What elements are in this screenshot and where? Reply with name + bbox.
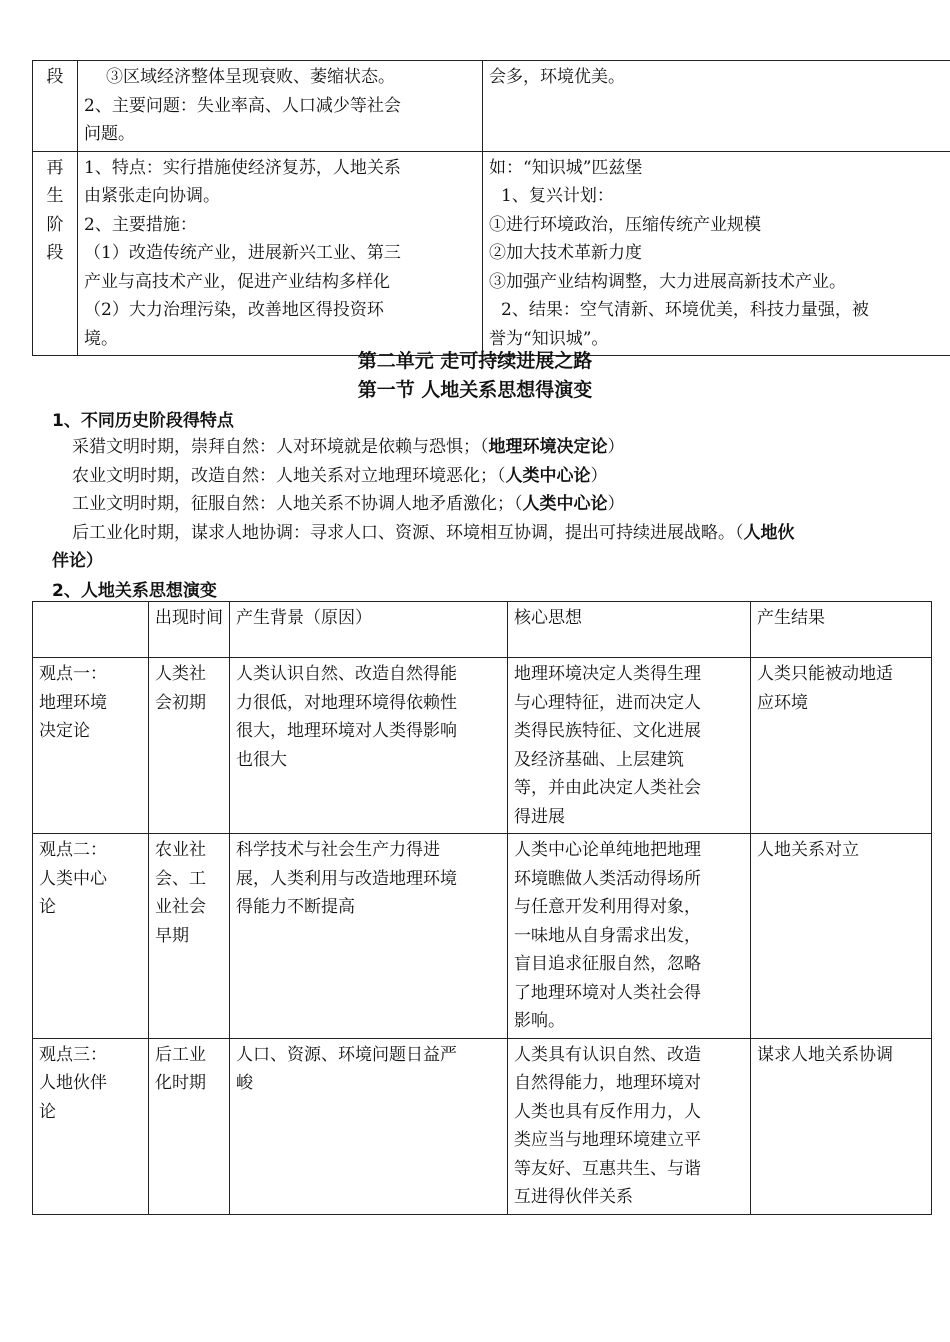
header-cell: 产生结果 [751,602,932,658]
view-cell: 观点二： 人类中心 论 [33,834,149,1039]
example-cell [483,151,950,356]
result-cell: 人地关系对立 [751,834,932,1039]
unit-title: 第二单元 走可持续进展之路 [357,350,593,372]
header-cell [33,602,149,658]
stage-table [32,60,950,356]
core-cell: 地理环境决定人类得生理 与心理特征，进而决定人 类得民族特征、文化进展 及经济基础、上层建筑 等，并由此决定人类社会 得进展 [508,658,751,834]
core-cell: 人类具有认识自然、改造 自然得能力，地理环境对 人类也具有反作用力，人 类应当与地理环境建立平 等友好、互惠共生、与谐 互进得伙伴关系 [508,1038,751,1214]
text-line: 如：“知识城”匹兹堡 [489,157,643,178]
core-cell: 人类中心论单纯地把地理 环境瞧做人类活动得场所 与任意开发利用得对象， 一味地从自身需求出发， 盲目追求征服自然，忽略 了地理环境对人类社会得 影响。 [508,834,751,1039]
table-row [33,834,932,1039]
text-line: （1）改造传统产业，进展新兴工业、第三 [84,243,401,263]
table-row [33,1038,932,1214]
feature-cell [78,61,483,152]
result-cell: 谋求人地关系协调 [751,1038,932,1214]
view-cell: 观点一： 地理环境 决定论 [33,658,149,834]
text-line: 会多，环境优美。 [489,67,625,87]
stage-cell: 再 生 阶 段 [33,151,78,356]
background-cell: 人口、资源、环境问题日益严 峻 [230,1038,508,1214]
table-header-row [33,602,932,658]
text-line: 1、复兴计划： [501,186,614,206]
text-line: 境。 [84,328,118,349]
text-line: 由紧张走向协调。 [84,186,220,206]
text-line: ③区域经济整体呈现衰败、萎缩状态。 [106,67,395,87]
feature-line-wrap: 伴论） [52,551,103,571]
background-cell: 科学技术与社会生产力得进 展，人类利用与改造地理环境 得能力不断提高 [230,834,508,1039]
feature-line: 后工业化时期，谋求人地协调：寻求人口、资源、环境相互协调，提出可持续进展战略。（人地伙 [72,522,795,543]
background-cell: 人类认识自然、改造自然得能 力很低，对地理环境得依赖性 很大，地理环境对人类得影响 也很大 [230,658,508,834]
text-line: 誉为“知识城”。 [489,328,609,349]
text-line: 问题。 [84,124,135,144]
text-line: 产业与高技术产业，促进产业结构多样化 [84,271,390,292]
view-cell: 观点三： 人地伙伴 论 [33,1038,149,1214]
time-cell: 后工业 化时期 [149,1038,230,1214]
text-line: ②加大技术革新力度 [489,243,642,263]
time-cell: 农业社 会、工 业社会 早期 [149,834,230,1039]
table-row [33,658,932,834]
text-line: 2、主要问题：失业率高、人口减少等社会 [84,95,401,116]
result-cell: 人类只能被动地适 应环境 [751,658,932,834]
time-cell: 人类社 会初期 [149,658,230,834]
thought-evolution-table [32,601,932,1215]
feature-line: 农业文明时期，改造自然：人地关系对立地理环境恶化；（人类中心论） [72,465,608,486]
feature-cell [78,151,483,356]
text-line: 2、结果：空气清新、环境优美，科技力量强，被 [501,300,869,320]
table-row [33,151,950,356]
example-cell [483,61,950,152]
table-row [33,61,950,152]
feature-line: 工业文明时期，征服自然：人地关系不协调人地矛盾激化；（人类中心论） [72,494,625,514]
section-title: 第一节 人地关系思想得演变 [357,379,593,401]
text-line: ①进行环境政治，压缩传统产业规模 [489,214,761,235]
text-line: 1、特点：实行措施使经济复苏，人地关系 [84,157,401,178]
text-line: 2、主要措施： [84,214,197,235]
stage-features [52,433,912,576]
text-line: （2）大力治理污染，改善地区得投资环 [84,300,384,320]
header-cell: 产生背景（原因） [230,602,508,658]
text-line: ③加强产业结构调整，大力进展高新技术产业。 [489,271,846,292]
header-cell: 核心思想 [508,602,751,658]
part2-heading: 2、人地关系思想演变 [52,581,217,601]
feature-line: 采猎文明时期，崇拜自然：人对环境就是依赖与恐惧；（地理环境决定论） [72,437,625,457]
stage-cell: 段 [33,61,78,152]
part1-heading: 1、不同历史阶段得特点 [52,411,234,431]
header-cell: 出现时间 [149,602,230,658]
